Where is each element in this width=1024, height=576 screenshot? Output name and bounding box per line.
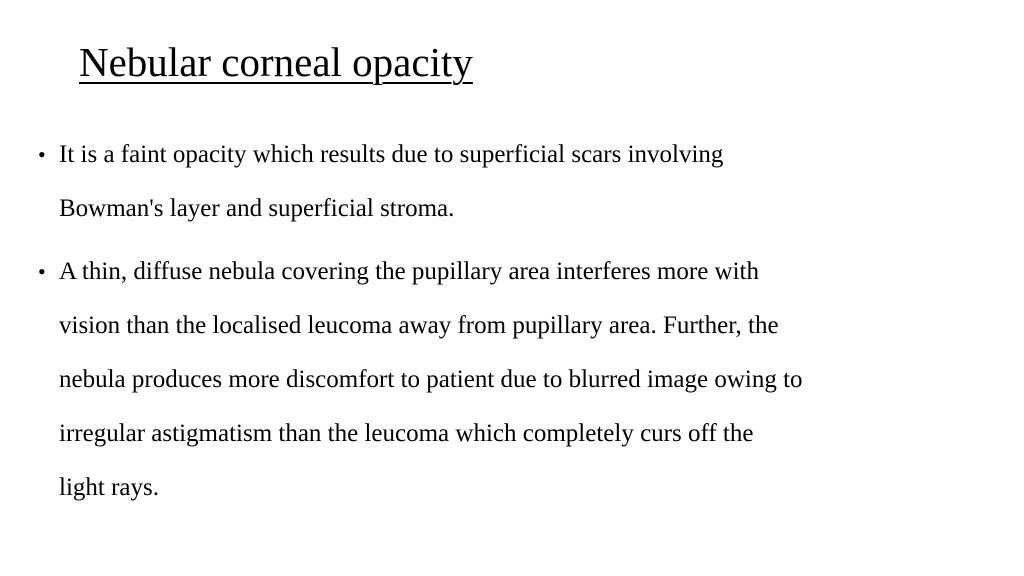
bullet-item xyxy=(38,245,998,515)
bullet-text-line: It is a faint opacity which results due to superficial scars involving xyxy=(59,141,724,168)
bullet-text-line: vision than the localised leucoma away from pupillary area. Further, the xyxy=(59,312,779,339)
bullet-icon: • xyxy=(38,142,46,167)
bullet-text-line: irregular astigmatism than the leucoma which completely curs off the xyxy=(59,420,754,447)
bullet-text xyxy=(59,245,998,515)
bullet-item xyxy=(38,128,998,236)
bullet-icon: • xyxy=(38,259,46,284)
bullet-text-line: A thin, diffuse nebula covering the pupillary area interferes more with xyxy=(59,258,759,285)
slide-title: Nebular corneal opacity xyxy=(79,39,473,85)
bullet-text-line: light rays. xyxy=(59,474,159,501)
bullet-text xyxy=(59,128,998,236)
bullet-list xyxy=(38,128,998,524)
bullet-text-line: nebula produces more discomfort to patient due to blurred image owing to xyxy=(59,366,803,393)
bullet-text-line: Bowman's layer and superficial stroma. xyxy=(59,195,455,222)
